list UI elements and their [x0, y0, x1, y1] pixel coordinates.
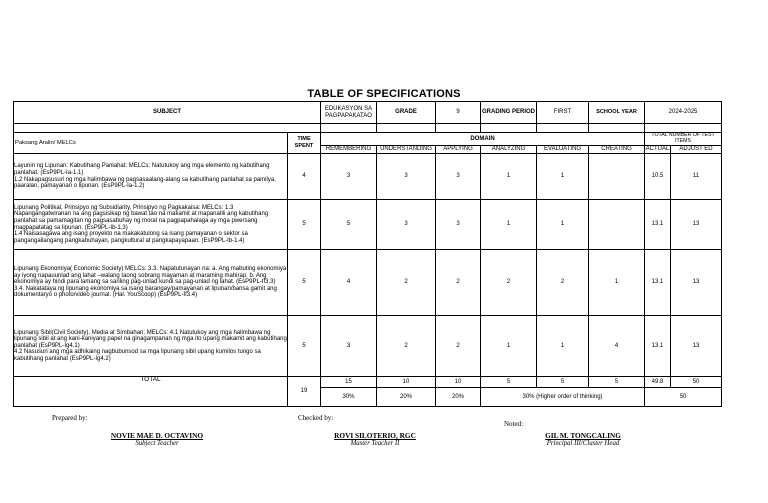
column-header-row [14, 133, 722, 146]
applying-cell: 2 [436, 316, 481, 377]
total-applying: 10 [436, 377, 481, 388]
actual-cell: 13.1 [645, 316, 671, 377]
creating-cell [589, 200, 645, 250]
time-cell: 4 [288, 154, 321, 200]
topic-cell: Lipunang Sibil(Civil Society), Media at Simbahan: MELCs: 4.1 Natutukoy ang mga halimbawa ng lipunang sibil at ang kani-kaniyang papel na ginagampanan ng mga ito upang makamit ang kabutihang panlahat (EsP9PL-Ig4.1) 4.2 Nasusuri ang mga adhikaing nagbubunsod sa mga lipunang sibil upang kumilos tungo sa kabutihang panlahat (EsP9PL-Ig4.2) [14, 316, 288, 377]
total-remembering: 15 [321, 377, 377, 388]
total-actual: 49.8 [645, 377, 671, 388]
totals-row [14, 377, 722, 388]
subject-value: EDUKASYON SA PAGPAPAKATAO [321, 102, 377, 124]
noted-block [504, 420, 523, 428]
pct-applying: 20% [436, 388, 481, 407]
spacer-row [14, 124, 722, 133]
evaluating-cell: 2 [537, 250, 589, 316]
pct-remembering: 30% [321, 388, 377, 407]
topic-column-header: Paksang Aralin/ MELCs [14, 133, 288, 154]
table-row [14, 316, 722, 377]
time-spent-header: TIME SPENT [288, 133, 321, 154]
noted-label: Noted: [504, 420, 524, 428]
time-cell: 5 [288, 250, 321, 316]
creating-cell: 4 [589, 316, 645, 377]
total-creating: 5 [589, 377, 645, 388]
adjusted-cell: 13 [671, 200, 722, 250]
evaluating-cell: 1 [537, 200, 589, 250]
evaluating-cell: 1 [537, 316, 589, 377]
specifications-table [13, 101, 722, 407]
analyzing-cell: 1 [481, 200, 537, 250]
applying-cell: 3 [436, 200, 481, 250]
topic-cell: Lipunang Politikal, Prinsipyo ng Subsidiarity, Prinsipyo ng Pagkakaisa: MELCs: 1.3 Napangangatwiranan na ang pagsisikap ng bawat tao na makamit at mapanatili ang kabutihang panlahat sa pamamagitan ng pagsasabuhay ng moral na pagpapahalaga ay mga pwersang magpapatatag sa lipunan. (EsP9PL-Ib-1.3) 1.4 Naisasagawa ang isang proyekto na makakatulong sa isang pamayanan o sektor sa pangangailangang pangkabuhayan, pangkultural at pangkapayapaan. (EsP9PL-Ib-1.4) [14, 200, 288, 250]
remembering-cell: 5 [321, 200, 377, 250]
domain-header: DOMAIN [321, 133, 645, 146]
level-applying: APPLYING [436, 146, 481, 154]
document-title: TABLE OF SPECIFICATIONS [307, 88, 461, 100]
level-evaluating: EVALUATING [537, 146, 589, 154]
adjusted-cell: 11 [671, 154, 722, 200]
understanding-cell: 2 [377, 316, 436, 377]
remembering-cell: 3 [321, 316, 377, 377]
checked-name: ROVI SILOTERIO, RGC [334, 431, 416, 440]
time-cell: 5 [288, 316, 321, 377]
total-analyzing: 5 [481, 377, 537, 388]
analyzing-cell: 1 [481, 154, 537, 200]
pct-understanding: 20% [377, 388, 436, 407]
grading-period-label: GRADING PERIOD [481, 102, 537, 124]
prepared-by-block [52, 414, 88, 422]
table-row [14, 200, 722, 250]
total-time: 19 [288, 377, 321, 407]
prepared-name: NOVIE MAE D. OCTAVINO [110, 431, 204, 440]
actual-header: ACTUAL [645, 146, 670, 153]
total-label: TOTAL [14, 377, 288, 407]
actual-cell: 13.1 [645, 250, 671, 316]
adjusted-header: ADJUST ED [671, 146, 722, 154]
noted-signatory [528, 431, 638, 447]
remembering-cell: 3 [321, 154, 377, 200]
checked-signatory [320, 431, 430, 447]
level-creating: CREATING [589, 146, 645, 154]
understanding-cell: 3 [377, 154, 436, 200]
actual-cell: 10.5 [645, 154, 671, 200]
checked-position: Master Teacher II [350, 440, 400, 447]
topic-cell: Layunin ng Lipunan: Kabutihang Panlahat: MELCs: Natutukoy ang mga elemento ng kabutihang panlahat. (EsP9PL-Ia-1.1) 1.2 Nakapagsusuri ng mga halimbawa ng pagsasaalang-alang sa kabutihang panlahat sa pamilya, paaralan, pamayanan o lipunan. (EsP9PL-Ia-1.2) [14, 154, 288, 200]
actual-cell: 13.1 [645, 200, 671, 250]
checked-by-block [298, 414, 333, 422]
evaluating-cell: 1 [537, 154, 589, 200]
noted-name: GIL M. TONGCALING [545, 431, 621, 440]
level-analyzing: ANALYZING [481, 146, 537, 154]
applying-cell: 3 [436, 154, 481, 200]
grading-period-value: FIRST [537, 102, 589, 124]
prepared-signatory [102, 431, 212, 447]
understanding-cell: 3 [377, 200, 436, 250]
total-items-header: TOTAL NUMBER OF TEST ITEMS [645, 133, 722, 146]
creating-cell: 1 [589, 250, 645, 316]
table-row [14, 154, 722, 200]
prepared-position: Subject Teacher [135, 440, 179, 447]
school-year-label: SCHOOL YEAR [589, 102, 645, 124]
understanding-cell: 2 [377, 250, 436, 316]
creating-cell [589, 154, 645, 200]
noted-position: Principal III/Cluster Head [546, 440, 620, 447]
adjusted-cell: 13 [671, 316, 722, 377]
time-cell: 5 [288, 200, 321, 250]
level-remembering: REMEMBERING [321, 146, 377, 154]
checked-by-label: Checked by: [298, 414, 334, 422]
analyzing-cell: 1 [481, 316, 537, 377]
school-year-value: 2024-2025 [645, 102, 722, 124]
remembering-cell: 4 [321, 250, 377, 316]
analyzing-cell: 2 [481, 250, 537, 316]
topic-cell: Lipunang Ekonomiya( Economic Society) MELCs: 3.3. Napatutunayan na: a. Ang mabuting ekonomiya ay iyong napauunlad ang lahat –walang taong sobrang mayaman at maraming mahirap. b. Ang ekonomiya ay hindi para lamang sa sariling pag-unlad kundi sa pag-unlad ng lahat. (EsP9PL-If3.3) 3.4. Nakatataya ng lipunang ekonomiya sa isang barangay/pamayanan at lipunan/bansa gamit ang dokumentaryo o photo/video journal. (Hal. YouScoop) (EsP9PL-If3.4) [14, 250, 288, 316]
adjusted-cell: 13 [671, 250, 722, 316]
total-understanding: 10 [377, 377, 436, 388]
prepared-by-label: Prepared by: [52, 414, 88, 422]
applying-cell: 2 [436, 250, 481, 316]
header-row [14, 102, 722, 124]
pct-higher-order: 30% (Higher order of thinking) [481, 388, 645, 407]
subject-label: SUBJECT [14, 102, 321, 124]
grade-value: 9 [436, 102, 481, 124]
table-row [14, 250, 722, 316]
pct-total: 50 [645, 388, 722, 407]
level-understanding: UNDERSTANDING [377, 146, 436, 154]
total-evaluating: 5 [537, 377, 589, 388]
total-adjusted: 50 [671, 377, 722, 388]
grade-label: GRADE [377, 102, 436, 124]
